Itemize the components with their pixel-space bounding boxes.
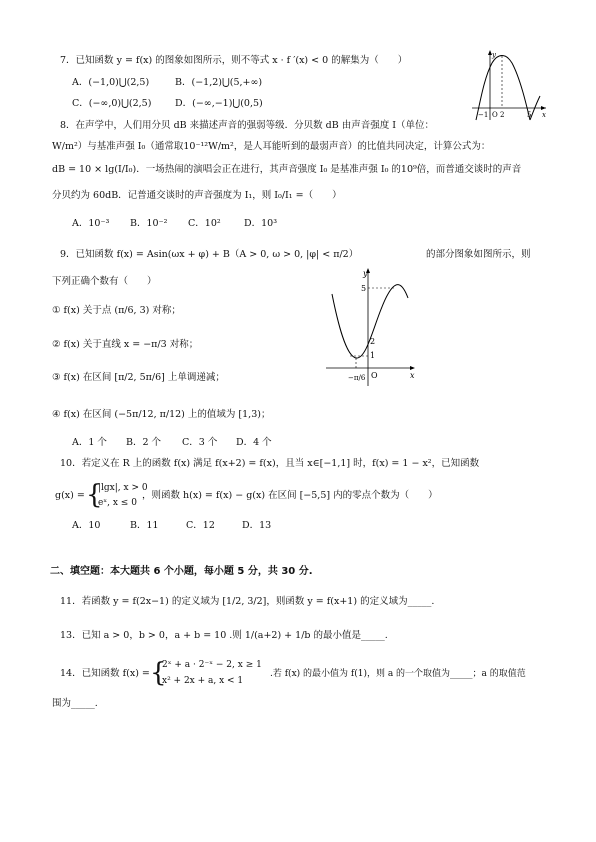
q9-fig-tick-1: 1 [370, 351, 376, 360]
q9-fig-tick-neg-pi-6: −π/6 [348, 374, 366, 382]
q8-line-3: dB = 10 × lg(I/I₀)．一场热闹的演唱会正在进行，其声音强度 I₀ 是基准声强 I₀ 的10⁹倍，而普通交谈时的声音 [52, 164, 522, 175]
q7-option-d: D．(−∞,−1)⋃(0,5) [175, 98, 263, 109]
section-2-heading: 二、填空题：本大题共 6 个小题，每小题 5 分，共 30 分. [50, 566, 313, 577]
q8-option-a: A．10⁻³ [72, 218, 110, 229]
q7-option-c: C．(−∞,0)⋃(2,5) [72, 98, 152, 109]
q9-option-a: A．1 个 [72, 437, 107, 448]
q14-case-1: 2ˣ + a · 2⁻ˣ − 2, x ≥ 1 [162, 660, 262, 670]
q13: 13．已知 a > 0，b > 0，a + b = 10 .则 1/(a+2) + 1/b 的最小值是_____. [60, 630, 388, 641]
q8-line-4: 分贝约为 60dB．记普通交谈时的声音强度为 I₁，则 I₀/I₁ =（ ） [52, 190, 342, 201]
q8-option-b: B．10⁻² [130, 218, 168, 229]
q9-fig-tick-5: 5 [361, 284, 367, 293]
q7-fig-y-label: y [492, 51, 496, 59]
q7-option-b: B．(−1,2)⋃(5,+∞) [175, 77, 263, 88]
q9-fig-tick-2: 2 [370, 337, 376, 346]
q10-option-d: D．13 [242, 520, 272, 531]
q14-brace: { [150, 658, 167, 688]
q7-fig-tick-5: 5 [527, 111, 532, 119]
q10-option-c: C．12 [186, 520, 215, 531]
q9-fig-x-label: x [410, 371, 415, 380]
q10-option-b: B．11 [130, 520, 159, 531]
q9-line-2: 下列正确个数有（ ） [52, 276, 157, 287]
q10-g-case-1: |lgx|, x > 0 [98, 483, 148, 493]
q7-fig-tick-2: 2 [500, 111, 505, 119]
q11: 11．若函数 y = f(2x−1) 的定义域为 [1/2, 3/2]，则函数 y = f(x+1) 的定义域为_____. [60, 596, 435, 607]
q8-line-2: W/m²）与基准声强 I₀（通常取10⁻¹²W/m²，是人耳能听到的最弱声音）的比值共同决定，计算公式为： [52, 141, 491, 152]
q7-stem: 7．已知函数 y = f(x) 的图象如图所示，则不等式 x · f ′(x) < 0 的解集为（ ） [60, 55, 408, 66]
q7-figure [470, 48, 550, 123]
q10-line-1: 10．若定义在 R 上的函数 f(x) 满足 f(x+2) = f(x)，且当 x∈[−1,1] 时，f(x) = 1 − x²，已知函数 [60, 458, 480, 469]
q9-option-c: C．3 个 [182, 437, 218, 448]
q14-line-2: 围为_____. [52, 698, 98, 709]
q9-statement-3: ③ f(x) 在区间 [π/2, 5π/6] 上单调递减； [52, 372, 225, 383]
q7-fig-tick-neg1: −1 [478, 111, 489, 119]
q9-fig-y-label: y [363, 269, 368, 278]
q9-fig-origin: O [371, 371, 378, 380]
q9-statement-2: ② f(x) 关于直线 x = −π/3 对称； [52, 339, 199, 350]
q14-text: .若 f(x) 的最小值为 f(1)，则 a 的一个取值为_____；a 的取值范 [270, 669, 526, 679]
q14-case-2: x² + 2x + a, x < 1 [162, 676, 244, 686]
q9-option-d: D．4 个 [236, 437, 272, 448]
q9-option-b: B．2 个 [126, 437, 162, 448]
q14-prefix: 14．已知函数 f(x) = [60, 668, 150, 679]
q7-fig-origin: O [492, 111, 498, 119]
q9-statement-4: ④ f(x) 在区间 (−5π/12, π/12) 上的值域为 [1,3)； [52, 409, 271, 420]
q7-option-a: A．(−1,0)⋃(2,5) [72, 77, 150, 88]
q10-g-prefix: g(x) = [55, 490, 85, 501]
q8-line-1: 8．在声学中，人们用分贝 dB 来描述声音的强弱等级．分贝数 dB 由声音强度 I（单位： [60, 120, 435, 131]
q9-statement-1: ① f(x) 关于点 (π/6, 3) 对称； [52, 305, 181, 316]
q10-option-a: A．10 [72, 520, 101, 531]
q10-g-case-2: eˣ, x ≤ 0 [98, 498, 137, 508]
q8-option-c: C．10² [188, 218, 221, 229]
q8-option-d: D．10³ [244, 218, 278, 229]
q9-figure [322, 264, 422, 388]
q10-g-brace: { [86, 480, 103, 510]
q9-line-1: 9．已知函数 f(x) = Asin(ωx + φ) + B（A > 0, ω > 0, |φ| < π/2） [60, 249, 359, 260]
q9-line-1-tail: 的部分图象如图所示，则 [426, 249, 531, 260]
q7-fig-x-label: x [542, 111, 546, 119]
q10-line-2: ，则函数 h(x) = f(x) − g(x) 在区间 [−5,5] 内的零点个数为（ ） [142, 490, 438, 501]
